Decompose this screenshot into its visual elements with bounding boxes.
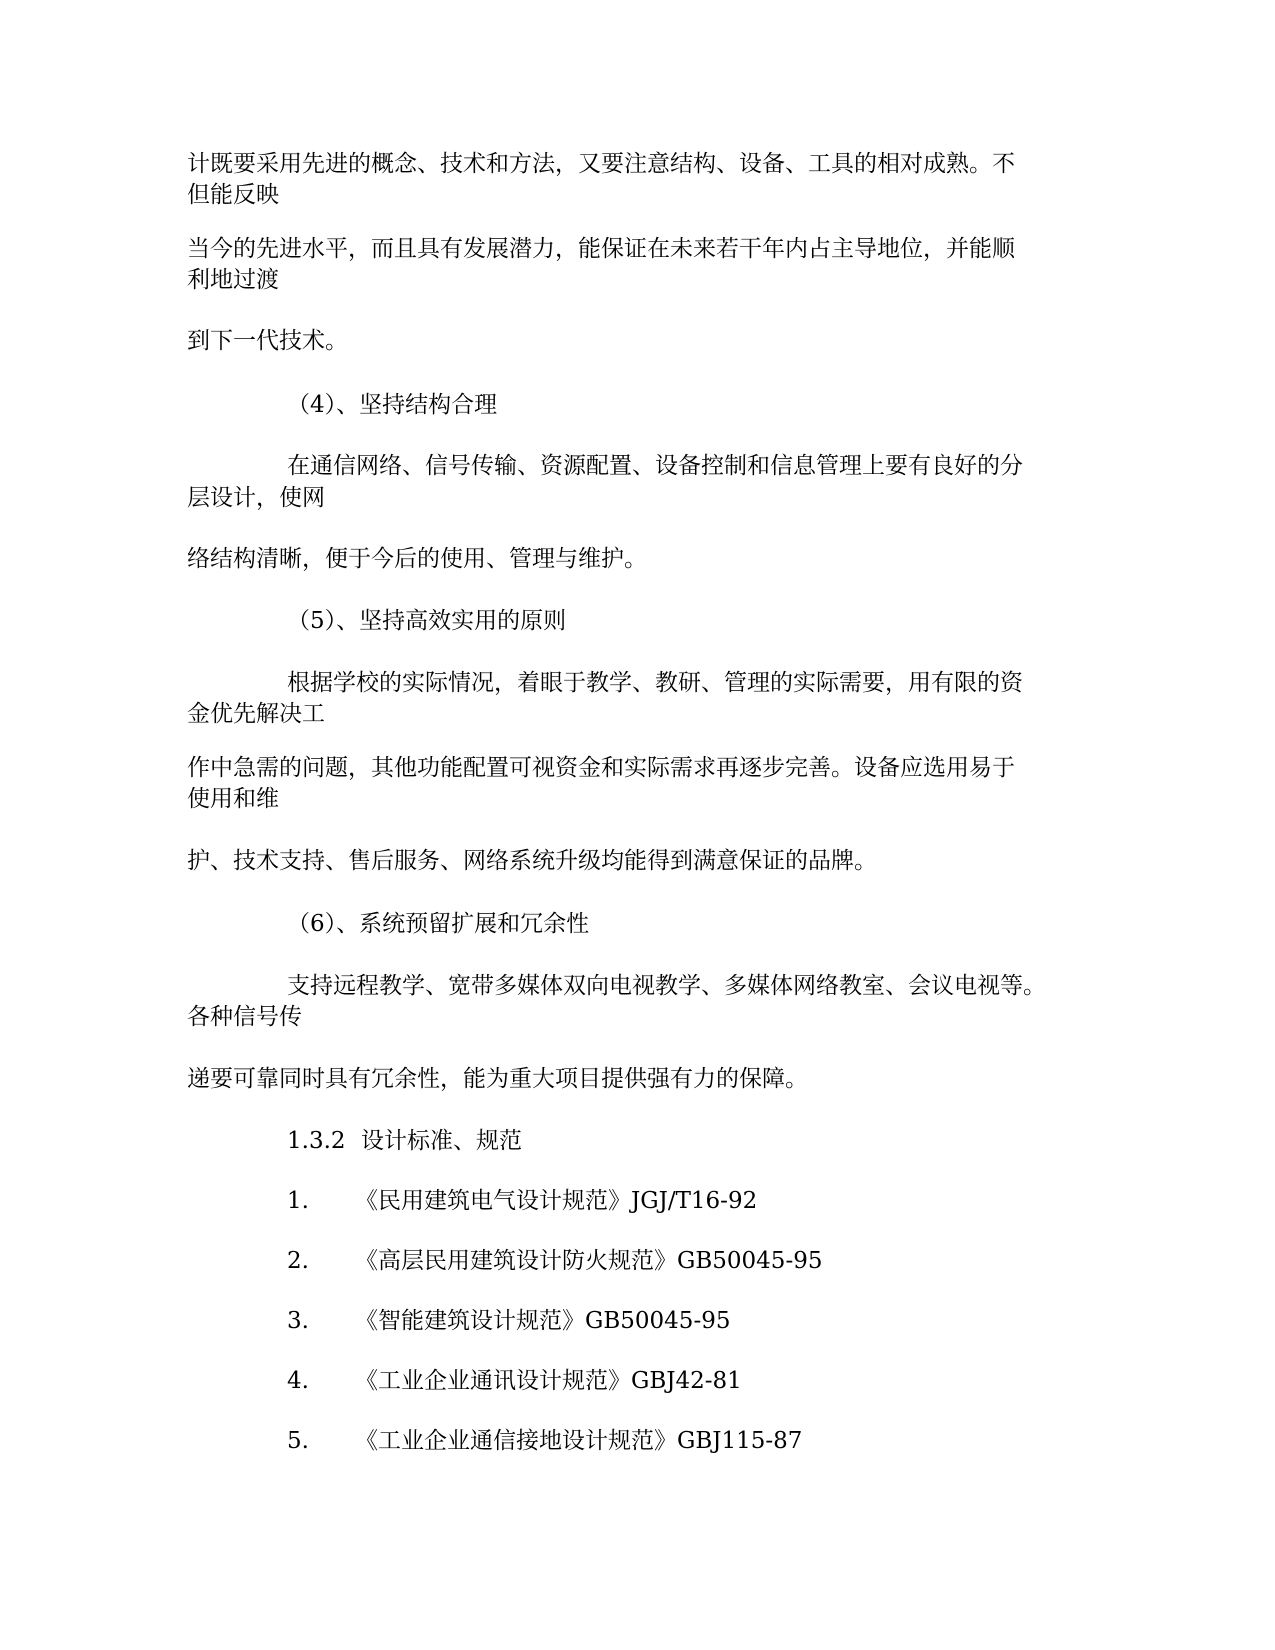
paragraph-3: 到下一代技术。	[187, 328, 348, 354]
standard-number: 4.	[287, 1368, 309, 1394]
standard-item	[287, 1306, 730, 1336]
paragraph-6: 络结构清晰，便于今后的使用、管理与维护。	[187, 546, 647, 572]
paragraph-10-line-2: 各种信号传	[187, 1004, 302, 1030]
standard-text: 《智能建筑设计规范》GB50045-95	[355, 1308, 731, 1334]
heading-6: （6）、系统预留扩展和冗余性	[287, 911, 590, 937]
paragraph-5-line-2: 层设计，使网	[187, 485, 325, 511]
standard-item	[287, 1186, 757, 1216]
heading-4: （4）、坚持结构合理	[287, 392, 498, 418]
standard-text: 《工业企业通讯设计规范》GBJ42-81	[355, 1368, 742, 1394]
paragraph-7-line-1: 根据学校的实际情况，着眼于教学、教研、管理的实际需要，用有限的资	[287, 670, 1023, 696]
standard-text: 《高层民用建筑设计防火规范》GB50045-95	[355, 1248, 823, 1274]
standard-item	[287, 1426, 802, 1456]
standard-item	[287, 1246, 822, 1276]
standard-number: 3.	[287, 1308, 309, 1334]
paragraph-7-line-2: 金优先解决工	[187, 701, 325, 727]
standard-item	[287, 1366, 742, 1396]
paragraph-8-line-2: 使用和维	[187, 786, 279, 812]
standard-text: 《民用建筑电气设计规范》JGJ/T16-92	[355, 1188, 758, 1214]
standard-number: 1.	[287, 1188, 309, 1214]
paragraph-1-line-2: 但能反映	[187, 182, 279, 208]
paragraph-11: 递要可靠同时具有冗余性，能为重大项目提供强有力的保障。	[187, 1066, 808, 1092]
paragraph-1-line-1: 计既要采用先进的概念、技术和方法，又要注意结构、设备、工具的相对成熟。不	[187, 151, 1015, 177]
paragraph-5-line-1: 在通信网络、信号传输、资源配置、设备控制和信息管理上要有良好的分	[287, 453, 1023, 479]
paragraph-8-line-1: 作中急需的问题，其他功能配置可视资金和实际需求再逐步完善。设备应选用易于	[187, 755, 1015, 781]
standard-text: 《工业企业通信接地设计规范》GBJ115-87	[355, 1428, 803, 1454]
section-heading	[287, 1126, 522, 1156]
heading-5: （5）、坚持高效实用的原则	[287, 608, 567, 634]
paragraph-2-line-1: 当今的先进水平，而且具有发展潜力，能保证在未来若干年内占主导地位，并能顺	[187, 236, 1015, 262]
section-title: 设计标准、规范	[361, 1128, 522, 1154]
paragraph-2-line-2: 利地过渡	[187, 267, 279, 293]
paragraph-9: 护、技术支持、售后服务、网络系统升级均能得到满意保证的品牌。	[187, 848, 877, 874]
standard-number: 5.	[287, 1428, 309, 1454]
section-number: 1.3.2	[287, 1128, 346, 1154]
standard-number: 2.	[287, 1248, 309, 1274]
paragraph-10-line-1: 支持远程教学、宽带多媒体双向电视教学、多媒体网络教室、会议电视等。	[287, 973, 1046, 999]
